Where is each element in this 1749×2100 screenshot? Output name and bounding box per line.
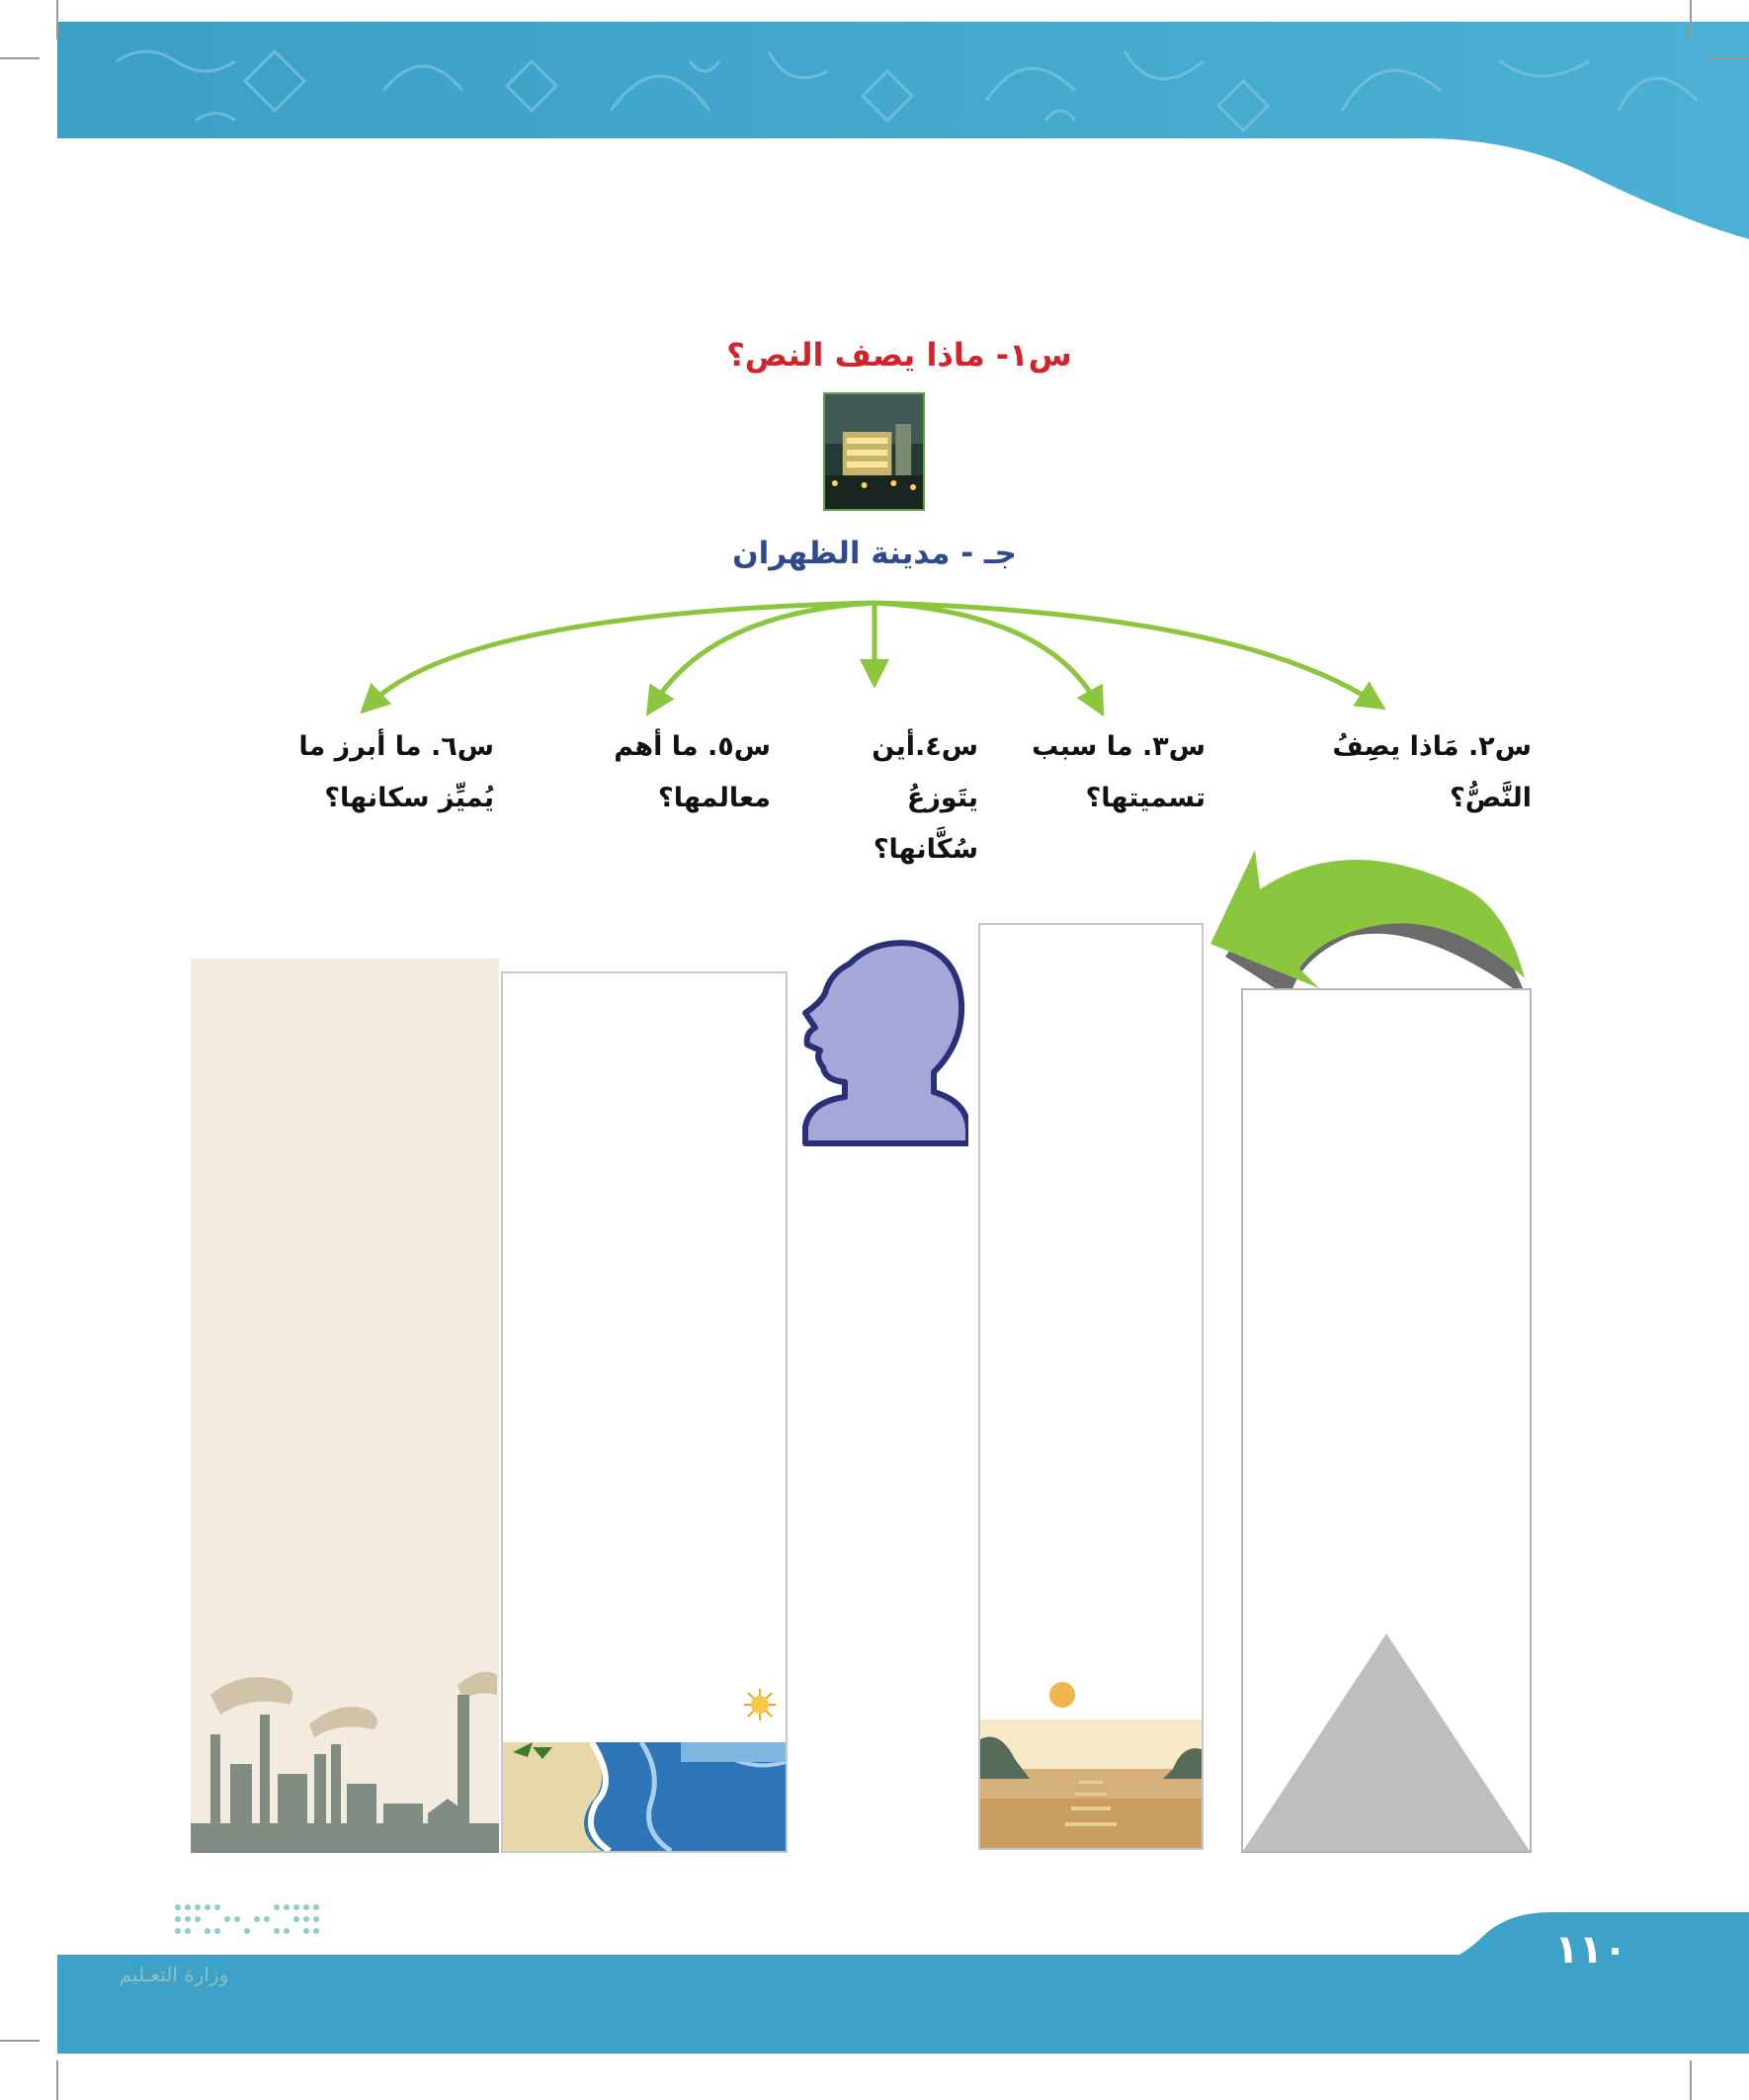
answer-box-pyramid[interactable] — [1241, 988, 1532, 1853]
question-6: س٦. ما أبرز ما يُميِّز سكانها؟ — [298, 731, 494, 813]
ministry-name: وزارة التعـليم — [119, 1963, 229, 1986]
question-1: س١- ماذا يصف النص؟ — [726, 336, 1072, 374]
desert-illustration — [980, 1720, 1202, 1848]
answer-label: جـ - مدينة الظهران — [732, 536, 1017, 571]
factory-illustration — [191, 1655, 499, 1853]
head-silhouette-icon — [795, 934, 968, 1146]
page-number: ١١٠ — [1554, 1927, 1627, 1973]
sea-illustration — [503, 1742, 786, 1851]
question-3: س٣. ما سبب تسميتها؟ — [1032, 731, 1206, 813]
question-2: س٢. مَاذا يصِفُ النَّصُّ؟ — [1332, 731, 1532, 813]
pyramid-shape — [1243, 1634, 1530, 1851]
answer-box-desert[interactable] — [978, 923, 1204, 1850]
ministry-logo-icon — [168, 1897, 326, 1947]
footer-band — [57, 1955, 1749, 2054]
question-4: س٤.أين يتَوزعُ سُكَّانها؟ — [872, 731, 978, 865]
answer-box-sea[interactable] — [501, 971, 788, 1853]
answer-box-factory[interactable] — [191, 959, 499, 1853]
sun-icon — [742, 1687, 778, 1722]
desert-sun-icon — [1047, 1680, 1077, 1710]
question-5: س٥. ما أهم معالمها؟ — [614, 731, 771, 813]
